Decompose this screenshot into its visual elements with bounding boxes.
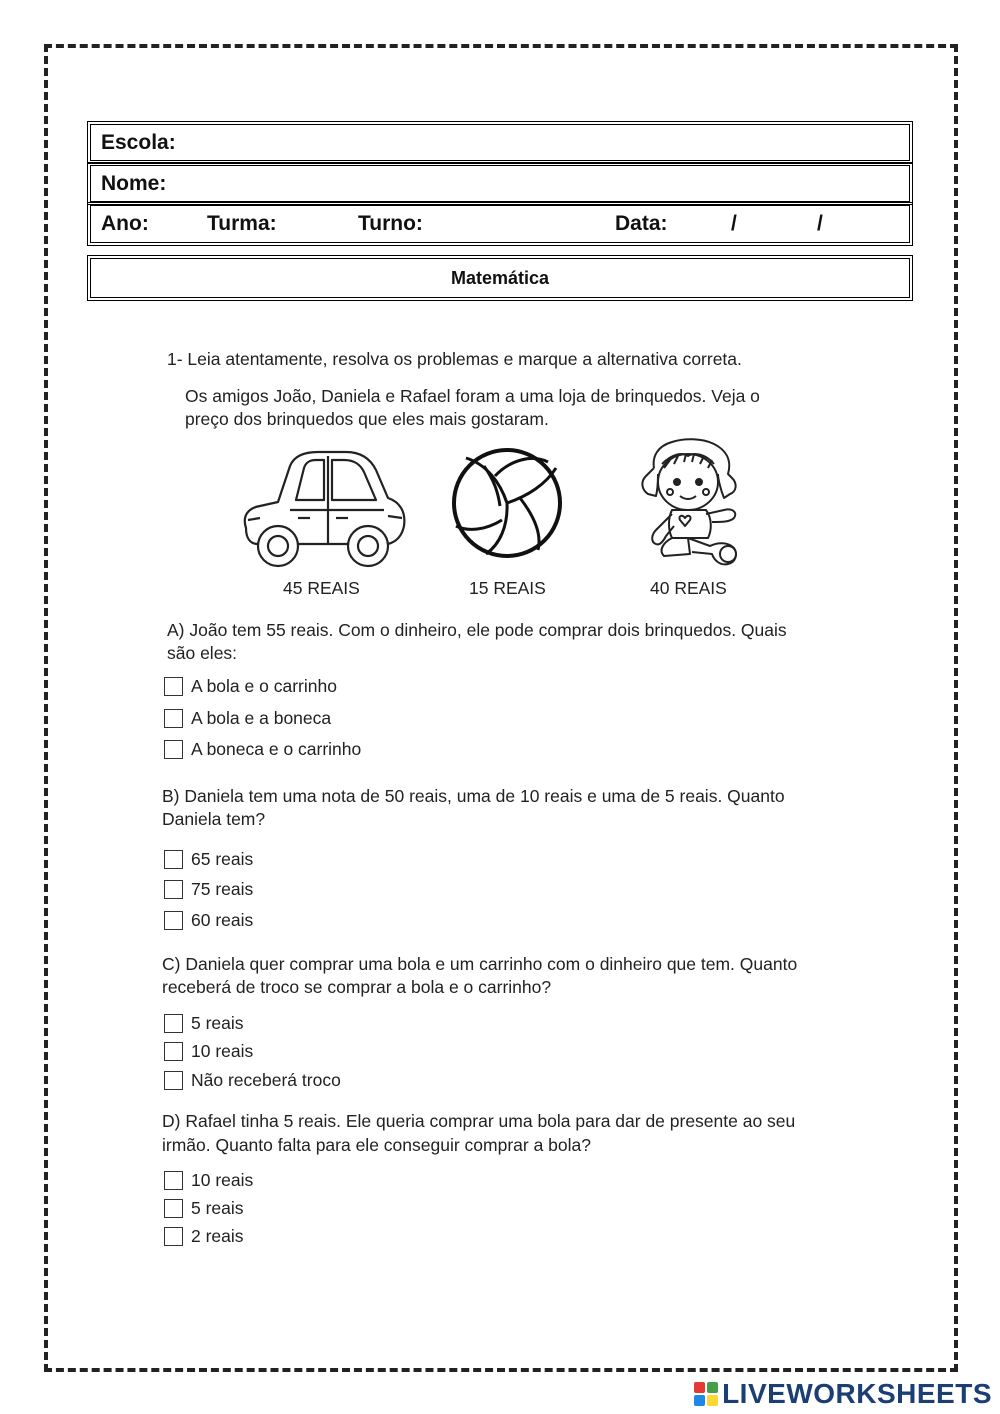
option-label: 2 reais (191, 1226, 244, 1246)
option-label: 5 reais (191, 1013, 244, 1033)
part-c-option-2[interactable] (164, 1041, 253, 1062)
part-d-line-2: irmão. Quanto falta para ele conseguir comprar a bola? (162, 1135, 591, 1155)
option-label: 5 reais (191, 1198, 244, 1218)
part-b-line-1: B) Daniela tem uma nota de 50 reais, uma de 10 reais e uma de 5 reais. Quanto (162, 786, 785, 806)
option-label: A bola e o carrinho (191, 676, 337, 696)
doll-icon (628, 438, 750, 568)
part-c-line-2: receberá de troco se comprar a bola e o carrinho? (162, 977, 552, 997)
car-price: 45 REAIS (283, 578, 360, 598)
part-d-line-1: D) Rafael tinha 5 reais. Ele queria comprar uma bola para dar de presente ao seu (162, 1111, 796, 1131)
intro-line-1: Os amigos João, Daniela e Rafael foram a uma loja de brinquedos. Veja o (185, 386, 760, 406)
escola-row[interactable] (90, 124, 910, 161)
escola-label: Escola: (101, 130, 176, 154)
car-icon (238, 446, 408, 572)
ano-label: Ano: (101, 212, 149, 235)
turma-label: Turma: (207, 212, 277, 235)
option-label: Não receberá troco (191, 1070, 341, 1090)
checkbox[interactable] (164, 880, 183, 899)
part-c-line-1: C) Daniela quer comprar uma bola e um carrinho com o dinheiro que tem. Quanto (162, 954, 798, 974)
logo-square-blue (694, 1395, 705, 1406)
checkbox[interactable] (164, 1199, 183, 1218)
doll-price: 40 REAIS (650, 578, 727, 598)
nome-row[interactable] (90, 165, 910, 202)
checkbox[interactable] (164, 1171, 183, 1190)
checkbox[interactable] (164, 850, 183, 869)
part-c-option-1[interactable] (164, 1013, 244, 1034)
nome-label: Nome: (101, 171, 167, 195)
option-label: A bola e a boneca (191, 708, 332, 728)
option-label: A boneca e o carrinho (191, 739, 362, 759)
part-b-option-1[interactable] (164, 849, 253, 870)
checkbox[interactable] (164, 911, 183, 930)
date-slash-2: / (817, 212, 823, 235)
option-label: 65 reais (191, 849, 254, 869)
option-label: 10 reais (191, 1041, 254, 1061)
logo-square-yellow (707, 1395, 718, 1406)
part-d-option-3[interactable] (164, 1226, 244, 1247)
checkbox[interactable] (164, 677, 183, 696)
part-a-line-1: A) João tem 55 reais. Com o dinheiro, ele pode comprar dois brinquedos. Quais (167, 620, 787, 640)
brand-logo-icon (694, 1382, 718, 1406)
part-b-option-3[interactable] (164, 910, 253, 931)
turno-label: Turno: (358, 212, 423, 235)
option-label: 75 reais (191, 879, 254, 899)
option-label: 10 reais (191, 1170, 254, 1190)
ball-icon (450, 446, 564, 560)
part-a-option-1[interactable] (164, 676, 337, 697)
part-a-line-2: são eles: (167, 643, 238, 663)
intro-line-2: preço dos brinquedos que eles mais gostaram. (185, 409, 549, 429)
checkbox[interactable] (164, 740, 183, 759)
part-b-option-2[interactable] (164, 879, 253, 900)
part-c-option-3[interactable] (164, 1070, 341, 1091)
ball-price: 15 REAIS (469, 578, 546, 598)
logo-square-green (707, 1382, 718, 1393)
part-a-option-3[interactable] (164, 739, 361, 760)
part-d-option-1[interactable] (164, 1170, 253, 1191)
checkbox[interactable] (164, 1227, 183, 1246)
part-b-line-2: Daniela tem? (162, 809, 266, 829)
part-a-option-2[interactable] (164, 708, 331, 729)
liveworksheets-logo[interactable] (694, 1378, 992, 1410)
brand-text: LIVEWORKSHEETS (722, 1378, 992, 1409)
data-label: Data: (615, 212, 668, 235)
option-label: 60 reais (191, 910, 254, 930)
question-instruction: 1- Leia atentamente, resolva os problemas e marque a alternativa correta. (167, 349, 742, 369)
subject-title: Matemática (90, 258, 910, 298)
checkbox[interactable] (164, 709, 183, 728)
checkbox[interactable] (164, 1042, 183, 1061)
part-d-option-2[interactable] (164, 1198, 244, 1219)
date-slash-1: / (731, 212, 737, 235)
checkbox[interactable] (164, 1071, 183, 1090)
checkbox[interactable] (164, 1014, 183, 1033)
ano-row[interactable] (90, 205, 910, 243)
logo-square-red (694, 1382, 705, 1393)
